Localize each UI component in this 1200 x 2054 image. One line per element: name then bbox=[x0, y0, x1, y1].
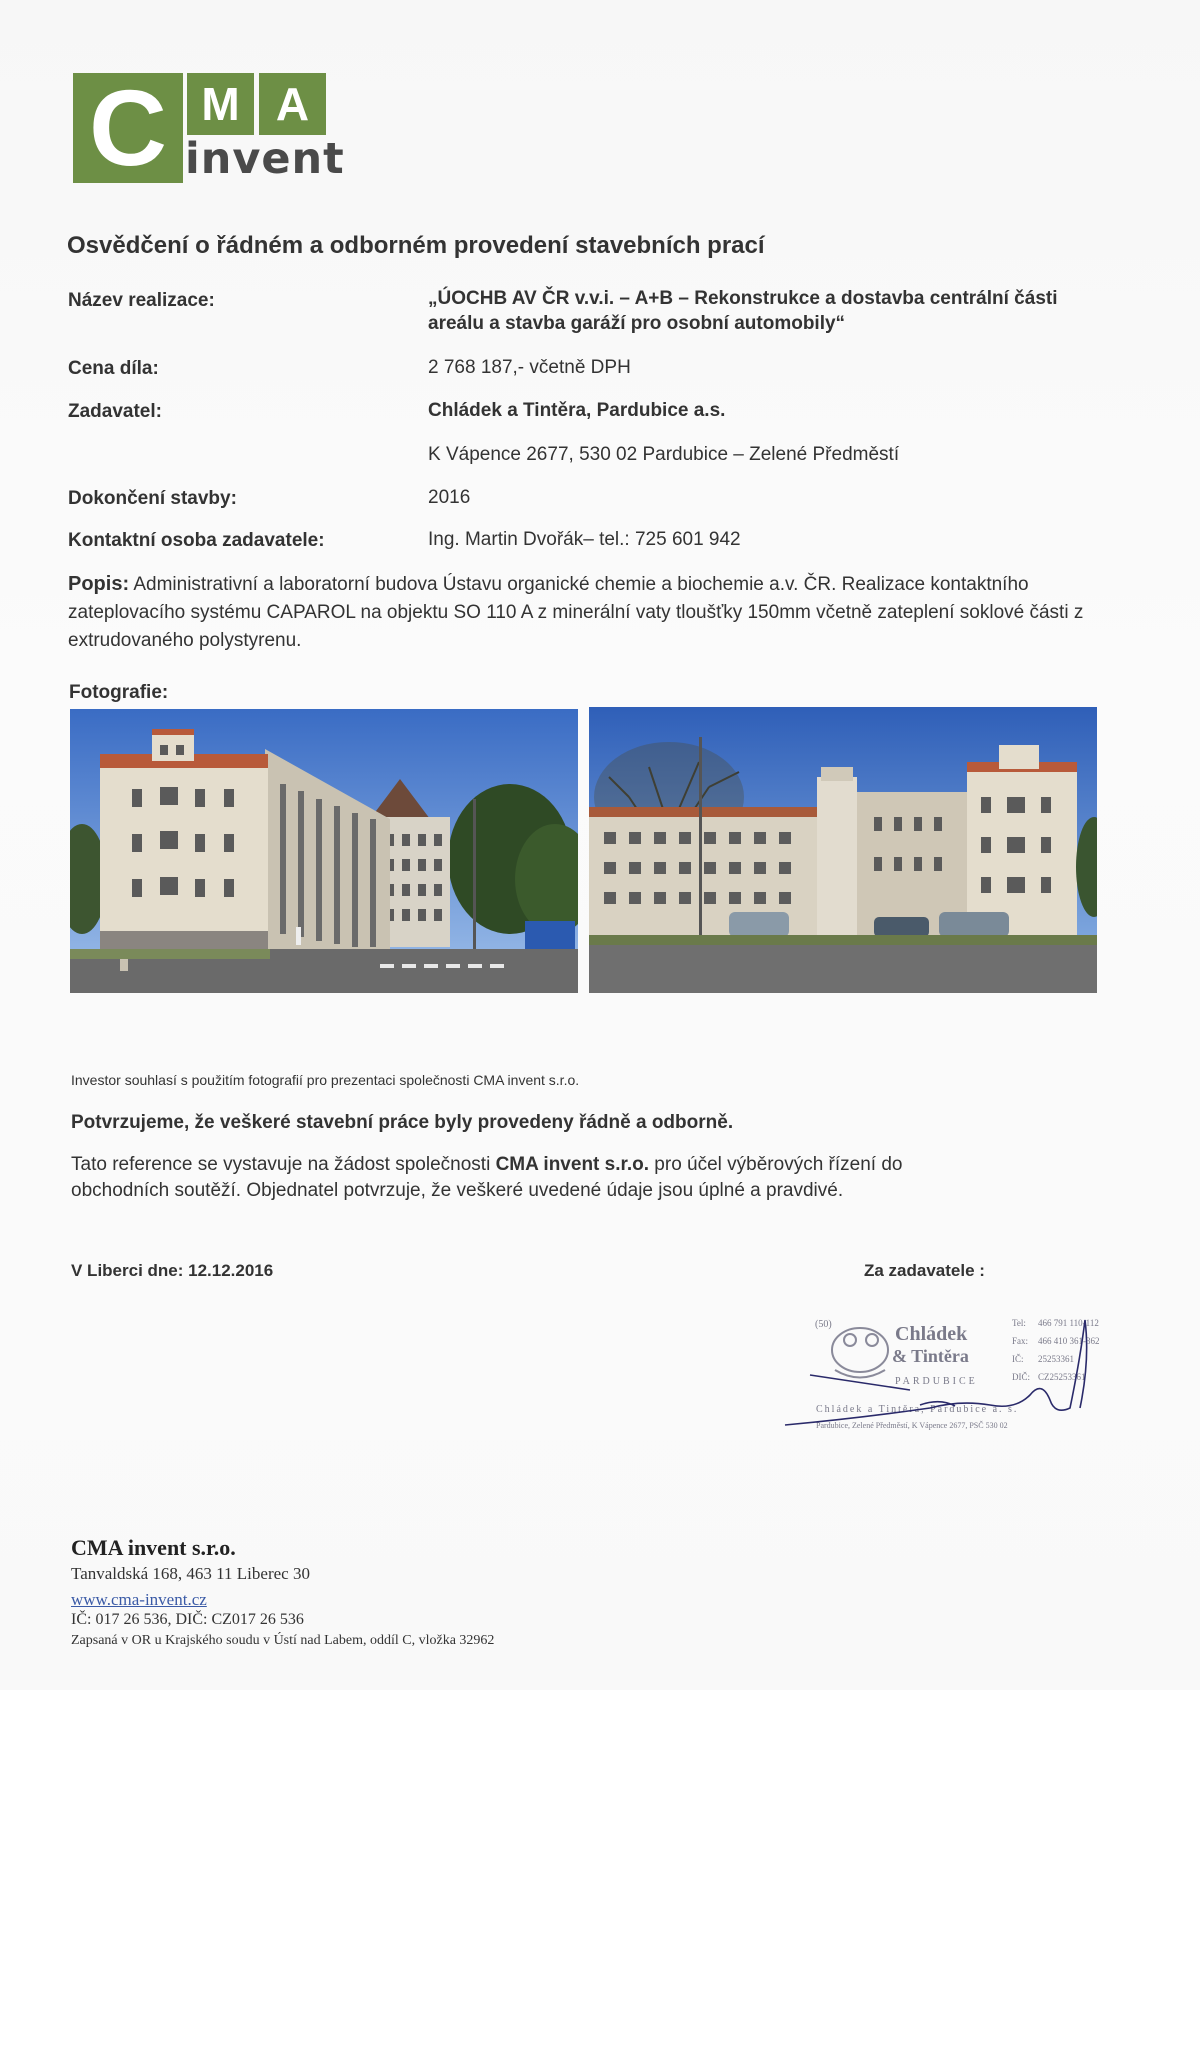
reference-text-part1: Tato reference se vystavuje na žádost společnosti bbox=[71, 1154, 496, 1175]
description-text: Administrativní a laboratorní budova Ústavu organické chemie a biochemie a.v. ČR. Realizace kontaktního zateplovacího systému CAPAROL na objektu SO 110 A z minerální vaty tloušťky 150mm včetně zateplení soklové části z extrudovaného polystyrenu. bbox=[68, 574, 1084, 651]
logo-letter-m: M bbox=[187, 73, 254, 135]
stamp-fax-label: Fax: bbox=[1012, 1336, 1029, 1346]
photo-consent-note: Investor souhlasí s použitím fotografií pro prezentaci společnosti CMA invent s.r.o. bbox=[71, 1072, 580, 1088]
document-title: Osvědčení o řádném a odborném provedení stavebních prací bbox=[67, 232, 765, 259]
stamp-city: PARDUBICE bbox=[895, 1376, 978, 1387]
zadavatel-label: Zadavatel: bbox=[68, 401, 162, 422]
stamp-name-line1: Chládek bbox=[895, 1323, 968, 1345]
za-zadavatele-label: Za zadavatele : bbox=[864, 1261, 985, 1280]
nazev-value-line2: areálu a stavba garáží pro osobní automobily“ bbox=[428, 313, 846, 334]
zadavatel-address: K Vápence 2677, 530 02 Pardubice – Zelené Předměstí bbox=[428, 444, 900, 465]
kontakt-label: Kontaktní osoba zadavatele: bbox=[68, 530, 325, 551]
work-confirmation: Potvrzujeme, že veškeré stavební práce byly provedeny řádně a odborně. bbox=[71, 1112, 734, 1133]
stamp-dic-label: DIČ: bbox=[1012, 1372, 1030, 1382]
company-stamp bbox=[780, 1300, 1140, 1440]
stamp-fax: 466 410 361-362 bbox=[1038, 1336, 1100, 1346]
reference-paragraph bbox=[71, 1152, 971, 1204]
stamp-dic: CZ25253361 bbox=[1038, 1372, 1086, 1382]
description-label: Popis: bbox=[68, 573, 130, 595]
dokonceni-value: 2016 bbox=[428, 487, 471, 508]
dokonceni-label: Dokončení stavby: bbox=[68, 488, 237, 509]
footer-company-ids: IČ: 017 26 536, DIČ: CZ017 26 536 bbox=[71, 1611, 304, 1628]
reference-text-part2: pro účel výběrových řízení do obchodních soutěží. Objednatel potvrzuje, že veškeré uvedené údaje jsou úplné a pravdivé. bbox=[71, 1154, 903, 1201]
photos-label: Fotografie: bbox=[69, 682, 169, 703]
nazev-label: Název realizace: bbox=[68, 290, 215, 311]
footer-address: Tanvaldská 168, 463 11 Liberec 30 bbox=[71, 1564, 310, 1583]
stamp-bottom-line1: Chládek a Tintěra, Pardubice a. s. bbox=[816, 1404, 1019, 1415]
footer-registration: Zapsaná v OR u Krajského soudu v Ústí nad Labem, oddíl C, vložka 32962 bbox=[71, 1633, 495, 1648]
stamp-code: (50) bbox=[815, 1319, 832, 1330]
zadavatel-name: Chládek a Tintěra, Pardubice a.s. bbox=[428, 400, 726, 421]
logo-letter-c: C bbox=[73, 73, 183, 183]
footer-website-link[interactable]: www.cma-invent.cz bbox=[71, 1590, 207, 1609]
stamp-name-line2: & Tintěra bbox=[892, 1346, 969, 1366]
cena-value: 2 768 187,- včetně DPH bbox=[428, 357, 631, 378]
stamp-tel: 466 791 110-112 bbox=[1038, 1318, 1099, 1328]
frog-emblem-icon bbox=[832, 1328, 888, 1378]
place-and-date: V Liberci dne: 12.12.2016 bbox=[71, 1261, 274, 1280]
stamp-bottom-line2: Pardubice, Zelené Předměstí, K Vápence 2677, PSČ 530 02 bbox=[816, 1421, 1008, 1430]
logo-word-invent: invent bbox=[185, 134, 345, 184]
stamp-ic: 25253361 bbox=[1038, 1354, 1074, 1364]
description bbox=[68, 570, 1108, 655]
reference-company: CMA invent s.r.o. bbox=[495, 1154, 650, 1175]
kontakt-value: Ing. Martin Dvořák– tel.: 725 601 942 bbox=[428, 529, 741, 550]
cma-invent-logo bbox=[73, 67, 345, 188]
photo-building-courtyard bbox=[589, 707, 1097, 993]
stamp-tel-label: Tel: bbox=[1012, 1318, 1026, 1328]
photo-building-front bbox=[70, 709, 578, 993]
cena-label: Cena díla: bbox=[68, 358, 159, 379]
nazev-value-line1: „ÚOCHB AV ČR v.v.i. – A+B – Rekonstrukce a dostavba centrální části bbox=[428, 288, 1058, 309]
logo-letter-a: A bbox=[259, 73, 326, 135]
footer-company-name: CMA invent s.r.o. bbox=[71, 1535, 236, 1560]
stamp-ic-label: IČ: bbox=[1012, 1354, 1024, 1364]
